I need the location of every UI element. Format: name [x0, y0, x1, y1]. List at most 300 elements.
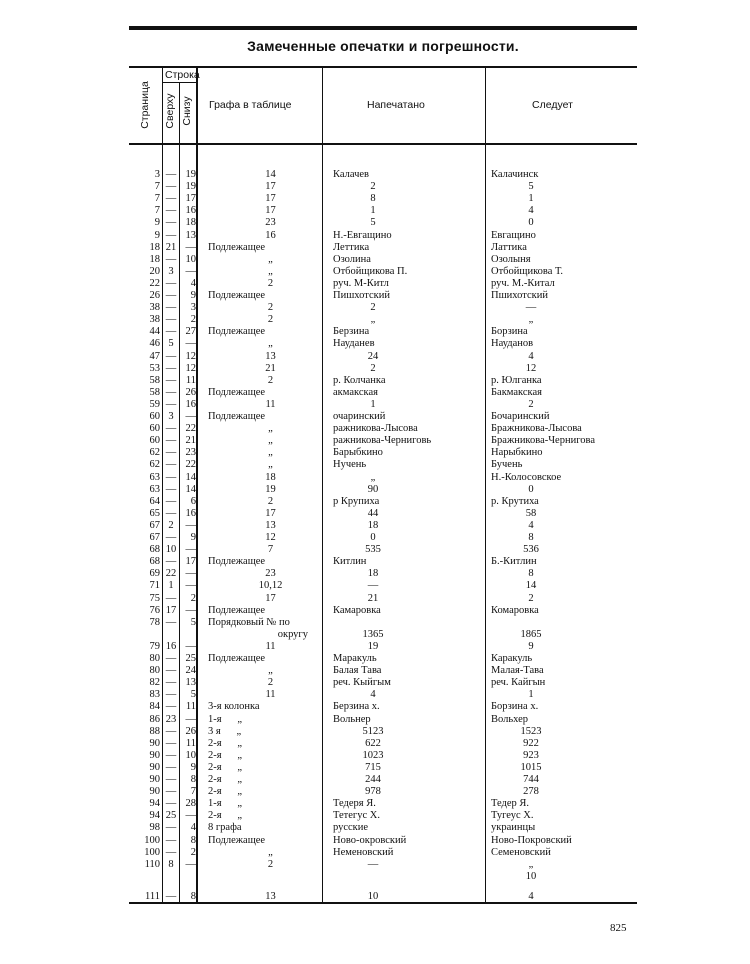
column-cell: Подлежащее — [208, 386, 266, 398]
from-bottom-cell: 12 — [185, 350, 196, 362]
column-cell: 18 — [265, 471, 276, 483]
table-row — [129, 496, 637, 508]
should-cell: Н.-Колосовское — [491, 471, 562, 483]
should-cell: 1015 — [520, 761, 542, 773]
printed-cell: 44 — [367, 507, 379, 519]
page-cell: 47 — [149, 350, 160, 362]
from-top-cell: 1 — [168, 580, 174, 592]
table-row — [129, 544, 637, 556]
should-cell: 1865 — [520, 628, 542, 640]
from-bottom-cell: 11 — [185, 701, 196, 713]
page-cell: 84 — [149, 701, 160, 713]
printed-cell: Озолина — [333, 253, 371, 265]
header-should: Следует — [532, 99, 573, 111]
page-cell: 7 — [154, 181, 160, 193]
column-cell: „ — [268, 253, 273, 265]
table-row — [129, 423, 637, 435]
from-bottom-cell: 2 — [190, 846, 196, 858]
should-cell: Бражникова-Лысова — [491, 423, 582, 435]
column-cell: 2-я „ — [208, 774, 242, 785]
table-row — [129, 810, 637, 822]
from-bottom-cell: 12 — [185, 362, 196, 374]
printed-cell: 2 — [370, 302, 376, 314]
should-cell: Нарыбкино — [491, 447, 543, 459]
table-row — [129, 266, 637, 278]
table-row — [129, 556, 637, 568]
from-top-cell: — — [165, 181, 177, 193]
from-top-cell: — — [165, 169, 177, 180]
printed-cell: 1 — [370, 398, 376, 410]
from-bottom-cell: 16 — [185, 398, 196, 410]
page-cell: 90 — [149, 774, 160, 785]
page-cell: 65 — [149, 507, 160, 519]
page-cell: 9 — [154, 217, 160, 229]
printed-cell: 18 — [367, 519, 379, 531]
printed-cell: Ново-окровский — [333, 834, 407, 846]
page-cell: 90 — [149, 761, 160, 773]
from-top-cell: — — [165, 774, 177, 785]
printed-cell: „ — [370, 314, 376, 326]
should-cell: „ — [528, 314, 534, 326]
should-cell: 0 — [528, 483, 534, 495]
from-bottom-cell: 4 — [190, 277, 196, 289]
table-row — [129, 786, 637, 798]
should-cell: Ново-Покровский — [491, 834, 572, 846]
header-bottom-rule — [129, 143, 637, 145]
page-cell: 60 — [149, 423, 160, 435]
from-bottom-cell: 8 — [190, 890, 196, 902]
from-top-cell: — — [165, 483, 177, 495]
from-top-cell: — — [165, 890, 177, 902]
printed-cell: 10 — [367, 890, 379, 902]
printed-cell: Науданев — [333, 338, 375, 350]
should-cell: 8 — [528, 568, 534, 580]
from-bottom-cell: 14 — [185, 471, 196, 483]
header-line-group: Строка — [165, 69, 200, 81]
column-cell: Подлежащее — [208, 290, 266, 301]
should-cell: 9 — [528, 640, 534, 652]
from-top-cell: — — [165, 302, 177, 314]
table-row — [129, 508, 637, 520]
table-row — [129, 217, 637, 229]
should-cell: Калачинск — [491, 169, 539, 180]
from-bottom-cell: 11 — [185, 374, 196, 386]
printed-cell: 2 — [370, 362, 376, 374]
column-cell: 11 — [265, 640, 276, 652]
should-cell: 1523 — [520, 725, 542, 737]
printed-cell: р. Колчанка — [333, 374, 386, 386]
from-top-cell: — — [165, 749, 177, 761]
printed-cell: 4 — [370, 689, 376, 701]
column-cell: „ — [268, 265, 273, 277]
column-cell: 17 — [265, 592, 276, 604]
from-bottom-cell: 9 — [190, 290, 196, 301]
from-top-cell: — — [165, 798, 177, 810]
from-top-cell: — — [165, 253, 177, 265]
from-bottom-cell: 16 — [185, 507, 196, 519]
from-top-cell: — — [165, 217, 177, 229]
page-cell: 80 — [149, 653, 160, 664]
from-top-cell: 23 — [165, 713, 177, 725]
table-row — [129, 871, 637, 883]
header-printed: Напечатано — [367, 99, 425, 111]
from-top-cell: 3 — [168, 411, 174, 422]
from-bottom-cell: 22 — [185, 423, 196, 435]
from-top-cell: — — [165, 701, 177, 713]
page-cell: 18 — [149, 241, 160, 253]
from-top-cell: — — [165, 447, 177, 459]
should-cell: Пшихотский — [491, 290, 548, 301]
from-top-cell: — — [165, 822, 177, 834]
table-row — [129, 278, 637, 290]
errata-table — [129, 66, 637, 904]
from-top-cell: 10 — [165, 544, 177, 556]
from-top-cell: — — [165, 374, 177, 386]
column-cell: 14 — [265, 169, 276, 180]
should-cell: 4 — [528, 890, 534, 902]
printed-cell: 535 — [365, 544, 381, 556]
should-cell: 2 — [528, 592, 534, 604]
from-bottom-cell: 24 — [185, 665, 196, 677]
from-bottom-cell: 19 — [185, 169, 196, 180]
printed-cell: — — [367, 858, 379, 870]
page-cell: 60 — [149, 411, 160, 422]
should-cell: 4 — [528, 519, 534, 531]
should-cell: реч. Кайгын — [491, 677, 546, 689]
page-cell: 64 — [149, 495, 160, 507]
header-from-top: Сверху — [164, 93, 176, 129]
table-row — [129, 593, 637, 605]
column-cell: 10,12 — [258, 580, 283, 592]
from-bottom-cell: — — [185, 858, 196, 870]
table-row — [129, 230, 637, 242]
from-top-cell: — — [165, 314, 177, 326]
printed-cell: 90 — [367, 483, 379, 495]
column-cell: Порядковый № по — [208, 616, 290, 628]
should-cell: Б.-Китлин — [491, 556, 537, 568]
page-cell: 44 — [149, 326, 160, 338]
page-cell: 3 — [154, 169, 160, 180]
should-cell: 2 — [528, 398, 534, 410]
column-cell: 19 — [265, 483, 276, 495]
from-top-cell: — — [165, 277, 177, 289]
column-cell: 12 — [265, 532, 276, 543]
from-bottom-cell: 21 — [185, 435, 196, 447]
from-bottom-cell: 2 — [190, 314, 196, 326]
should-cell: Озолыня — [491, 253, 531, 265]
from-top-cell: — — [165, 459, 177, 471]
column-cell: Подлежащее — [208, 604, 266, 616]
column-cell: 3-я колонка — [208, 701, 260, 713]
from-bottom-cell: 14 — [185, 483, 196, 495]
printed-cell: русские — [333, 822, 369, 834]
from-bottom-cell: 6 — [190, 495, 196, 507]
from-bottom-cell: — — [185, 544, 196, 556]
table-row — [129, 290, 637, 302]
page-cell: 100 — [144, 834, 160, 846]
from-top-cell: — — [165, 761, 177, 773]
column-cell: 2 — [267, 858, 274, 870]
printed-cell: 622 — [365, 737, 381, 749]
printed-cell: 8 — [370, 193, 376, 205]
from-bottom-cell: 7 — [190, 786, 196, 798]
page-cell: 58 — [149, 374, 160, 386]
page-cell: 22 — [149, 277, 160, 289]
should-cell: Малая-Тава — [491, 665, 544, 677]
table-row — [129, 447, 637, 459]
table-row — [129, 181, 637, 193]
table-row — [129, 629, 637, 641]
column-cell: 23 — [265, 217, 276, 229]
table-row — [129, 399, 637, 411]
page-cell: 78 — [149, 616, 160, 628]
header-from-bottom: Снизу — [181, 96, 193, 126]
column-cell: 2 — [267, 302, 274, 314]
from-top-cell: — — [165, 653, 177, 664]
header-column: Графа в таблице — [209, 99, 292, 111]
column-cell: „ — [268, 447, 273, 459]
page-number: 825 — [610, 922, 627, 934]
table-row — [129, 750, 637, 762]
page-cell: 69 — [149, 568, 160, 580]
table-row — [129, 314, 637, 326]
page-cell: 63 — [149, 483, 160, 495]
from-top-cell: 2 — [168, 519, 174, 531]
from-bottom-cell: 17 — [185, 556, 196, 568]
from-bottom-cell: 10 — [185, 749, 196, 761]
page-cell: 83 — [149, 689, 160, 701]
column-cell: „ — [268, 423, 273, 435]
from-bottom-cell: 11 — [185, 737, 196, 749]
from-top-cell: 3 — [168, 265, 174, 277]
page-cell: 58 — [149, 386, 160, 398]
from-bottom-cell: 10 — [185, 253, 196, 265]
column-cell: „ — [268, 459, 273, 471]
from-bottom-cell: 17 — [185, 193, 196, 205]
from-top-cell: — — [165, 689, 177, 701]
from-top-cell: — — [165, 326, 177, 338]
column-cell: 3 я „ — [208, 725, 242, 737]
should-cell: 1 — [528, 689, 534, 701]
from-bottom-cell: 19 — [185, 181, 196, 193]
page-cell: 60 — [149, 435, 160, 447]
table-row — [129, 798, 637, 810]
from-top-cell: — — [165, 846, 177, 858]
should-cell: Латтика — [491, 241, 527, 253]
table-row — [129, 326, 637, 338]
from-top-cell: 16 — [165, 640, 177, 652]
printed-cell: Отбойщикова П. — [333, 265, 408, 277]
should-cell: Бражникова-Чернигова — [491, 435, 595, 447]
from-bottom-cell: 5 — [190, 689, 196, 701]
should-cell: 278 — [523, 786, 539, 798]
column-cell: 13 — [265, 519, 276, 531]
should-cell: Вольхер — [491, 713, 529, 725]
from-top-cell: — — [165, 471, 177, 483]
should-cell: р. Крутиха — [491, 495, 539, 507]
from-bottom-cell: 13 — [185, 229, 196, 241]
page-cell: 94 — [149, 798, 160, 810]
from-bottom-cell: — — [185, 411, 196, 422]
column-cell: 11 — [265, 398, 276, 410]
printed-cell: Берзина — [333, 326, 370, 338]
table-row — [129, 580, 637, 592]
table-row — [129, 520, 637, 532]
should-cell: р. Юлганка — [491, 374, 542, 386]
page-cell: 82 — [149, 677, 160, 689]
from-top-cell: 21 — [165, 241, 177, 253]
column-cell: 2-я „ — [208, 737, 242, 749]
table-row — [129, 859, 637, 871]
column-cell: Подлежащее — [208, 326, 266, 338]
from-top-cell: — — [165, 205, 177, 217]
printed-cell: 715 — [365, 761, 381, 773]
printed-cell: Вольнер — [333, 713, 371, 725]
from-bottom-cell: 22 — [185, 459, 196, 471]
should-cell: 58 — [525, 507, 537, 519]
should-cell: 10 — [525, 870, 537, 882]
page-cell: 79 — [149, 640, 160, 652]
page-cell: 53 — [149, 362, 160, 374]
page-cell: 7 — [154, 193, 160, 205]
should-cell: Евгащино — [491, 229, 536, 241]
page-cell: 90 — [149, 737, 160, 749]
column-cell: 2 — [267, 314, 274, 326]
table-row — [129, 641, 637, 653]
page-cell: 62 — [149, 447, 160, 459]
from-top-cell: — — [165, 532, 177, 543]
table-row — [129, 411, 637, 423]
table-row — [129, 532, 637, 544]
page-cell: 98 — [149, 822, 160, 834]
table-row — [129, 472, 637, 484]
table-row — [129, 822, 637, 834]
column-cell: 1-я „ — [208, 798, 242, 810]
column-cell: „ — [268, 338, 273, 350]
printed-cell: 978 — [365, 786, 381, 798]
printed-cell: 1023 — [362, 749, 384, 761]
page-cell: 7 — [154, 205, 160, 217]
from-bottom-cell: 3 — [190, 302, 196, 314]
should-cell: 744 — [523, 774, 539, 785]
from-bottom-cell: — — [185, 580, 196, 592]
table-row — [129, 891, 637, 903]
page-cell: 18 — [149, 253, 160, 265]
column-cell: 2 — [267, 277, 274, 289]
from-top-cell: — — [165, 737, 177, 749]
table-row — [129, 459, 637, 471]
column-cell: Подлежащее — [208, 834, 266, 846]
column-cell: 11 — [265, 689, 276, 701]
page-cell: 26 — [149, 290, 160, 301]
from-top-cell: — — [165, 386, 177, 398]
column-cell: 17 — [265, 205, 276, 217]
page-cell: 20 — [149, 265, 160, 277]
from-top-cell: — — [165, 398, 177, 410]
table-row — [129, 605, 637, 617]
table-row — [129, 653, 637, 665]
should-cell: 8 — [528, 532, 534, 543]
column-cell: 2-я „ — [208, 761, 242, 773]
from-top-cell: — — [165, 495, 177, 507]
table-row — [129, 351, 637, 363]
from-top-cell: — — [165, 193, 177, 205]
printed-cell: Маракуль — [333, 653, 377, 664]
from-bottom-cell: 13 — [185, 677, 196, 689]
printed-cell: Пишхотский — [333, 290, 390, 301]
table-row — [129, 302, 637, 314]
printed-cell: ражникова-Лысова — [333, 423, 418, 435]
from-top-cell: 22 — [165, 568, 177, 580]
from-bottom-cell: — — [185, 265, 196, 277]
printed-cell: Калачев — [333, 169, 369, 180]
should-cell: руч. М.-Китал — [491, 277, 555, 289]
from-bottom-cell: 27 — [185, 326, 196, 338]
from-top-cell: — — [165, 592, 177, 604]
printed-cell: ражникова-Черниговь — [333, 435, 432, 447]
printed-cell: Тетегус Х. — [333, 810, 380, 822]
printed-cell: 0 — [370, 532, 376, 543]
column-cell: 7 — [267, 544, 274, 556]
table-row — [129, 835, 637, 847]
page-cell: 9 — [154, 229, 160, 241]
column-cell: Подлежащее — [208, 411, 266, 422]
should-cell: 1 — [528, 193, 534, 205]
column-cell: 8 графа — [208, 822, 242, 834]
column-cell: 2-я „ — [208, 786, 242, 798]
column-cell: „ — [268, 846, 273, 858]
should-cell: „ — [528, 858, 534, 870]
printed-cell: Неменовский — [333, 846, 394, 858]
table-row — [129, 701, 637, 713]
printed-cell: 1365 — [362, 628, 384, 640]
page-cell: 110 — [144, 858, 160, 870]
from-bottom-cell: 5 — [190, 616, 196, 628]
from-bottom-cell: 4 — [190, 822, 196, 834]
from-bottom-cell: — — [185, 241, 196, 253]
page-cell: 62 — [149, 459, 160, 471]
printed-cell: 19 — [367, 640, 379, 652]
column-cell: 2 — [267, 677, 274, 689]
table-row — [129, 689, 637, 701]
from-top-cell: — — [165, 290, 177, 301]
printed-cell: акмакская — [333, 386, 378, 398]
from-top-cell: — — [165, 725, 177, 737]
column-cell: 13 — [265, 890, 276, 902]
column-cell: Подлежащее — [208, 241, 266, 253]
should-cell: 923 — [523, 749, 539, 761]
should-cell: 536 — [523, 544, 539, 556]
table-row — [129, 617, 637, 629]
page-cell: 86 — [149, 713, 160, 725]
column-cell: 2 — [267, 374, 274, 386]
printed-cell: Леттика — [333, 241, 370, 253]
from-top-cell: 5 — [168, 338, 174, 350]
from-top-cell: — — [165, 435, 177, 447]
from-bottom-cell: 8 — [190, 774, 196, 785]
page-cell: 75 — [149, 592, 160, 604]
from-top-cell: 17 — [165, 604, 177, 616]
should-cell: Науданов — [491, 338, 534, 350]
from-top-cell: — — [165, 677, 177, 689]
column-cell: 2-я „ — [208, 810, 242, 822]
from-bottom-cell: 8 — [190, 834, 196, 846]
from-bottom-cell: — — [185, 568, 196, 580]
page-cell: 94 — [149, 810, 160, 822]
column-cell: 23 — [265, 568, 276, 580]
should-cell: Семеновский — [491, 846, 551, 858]
from-top-cell: — — [165, 423, 177, 435]
